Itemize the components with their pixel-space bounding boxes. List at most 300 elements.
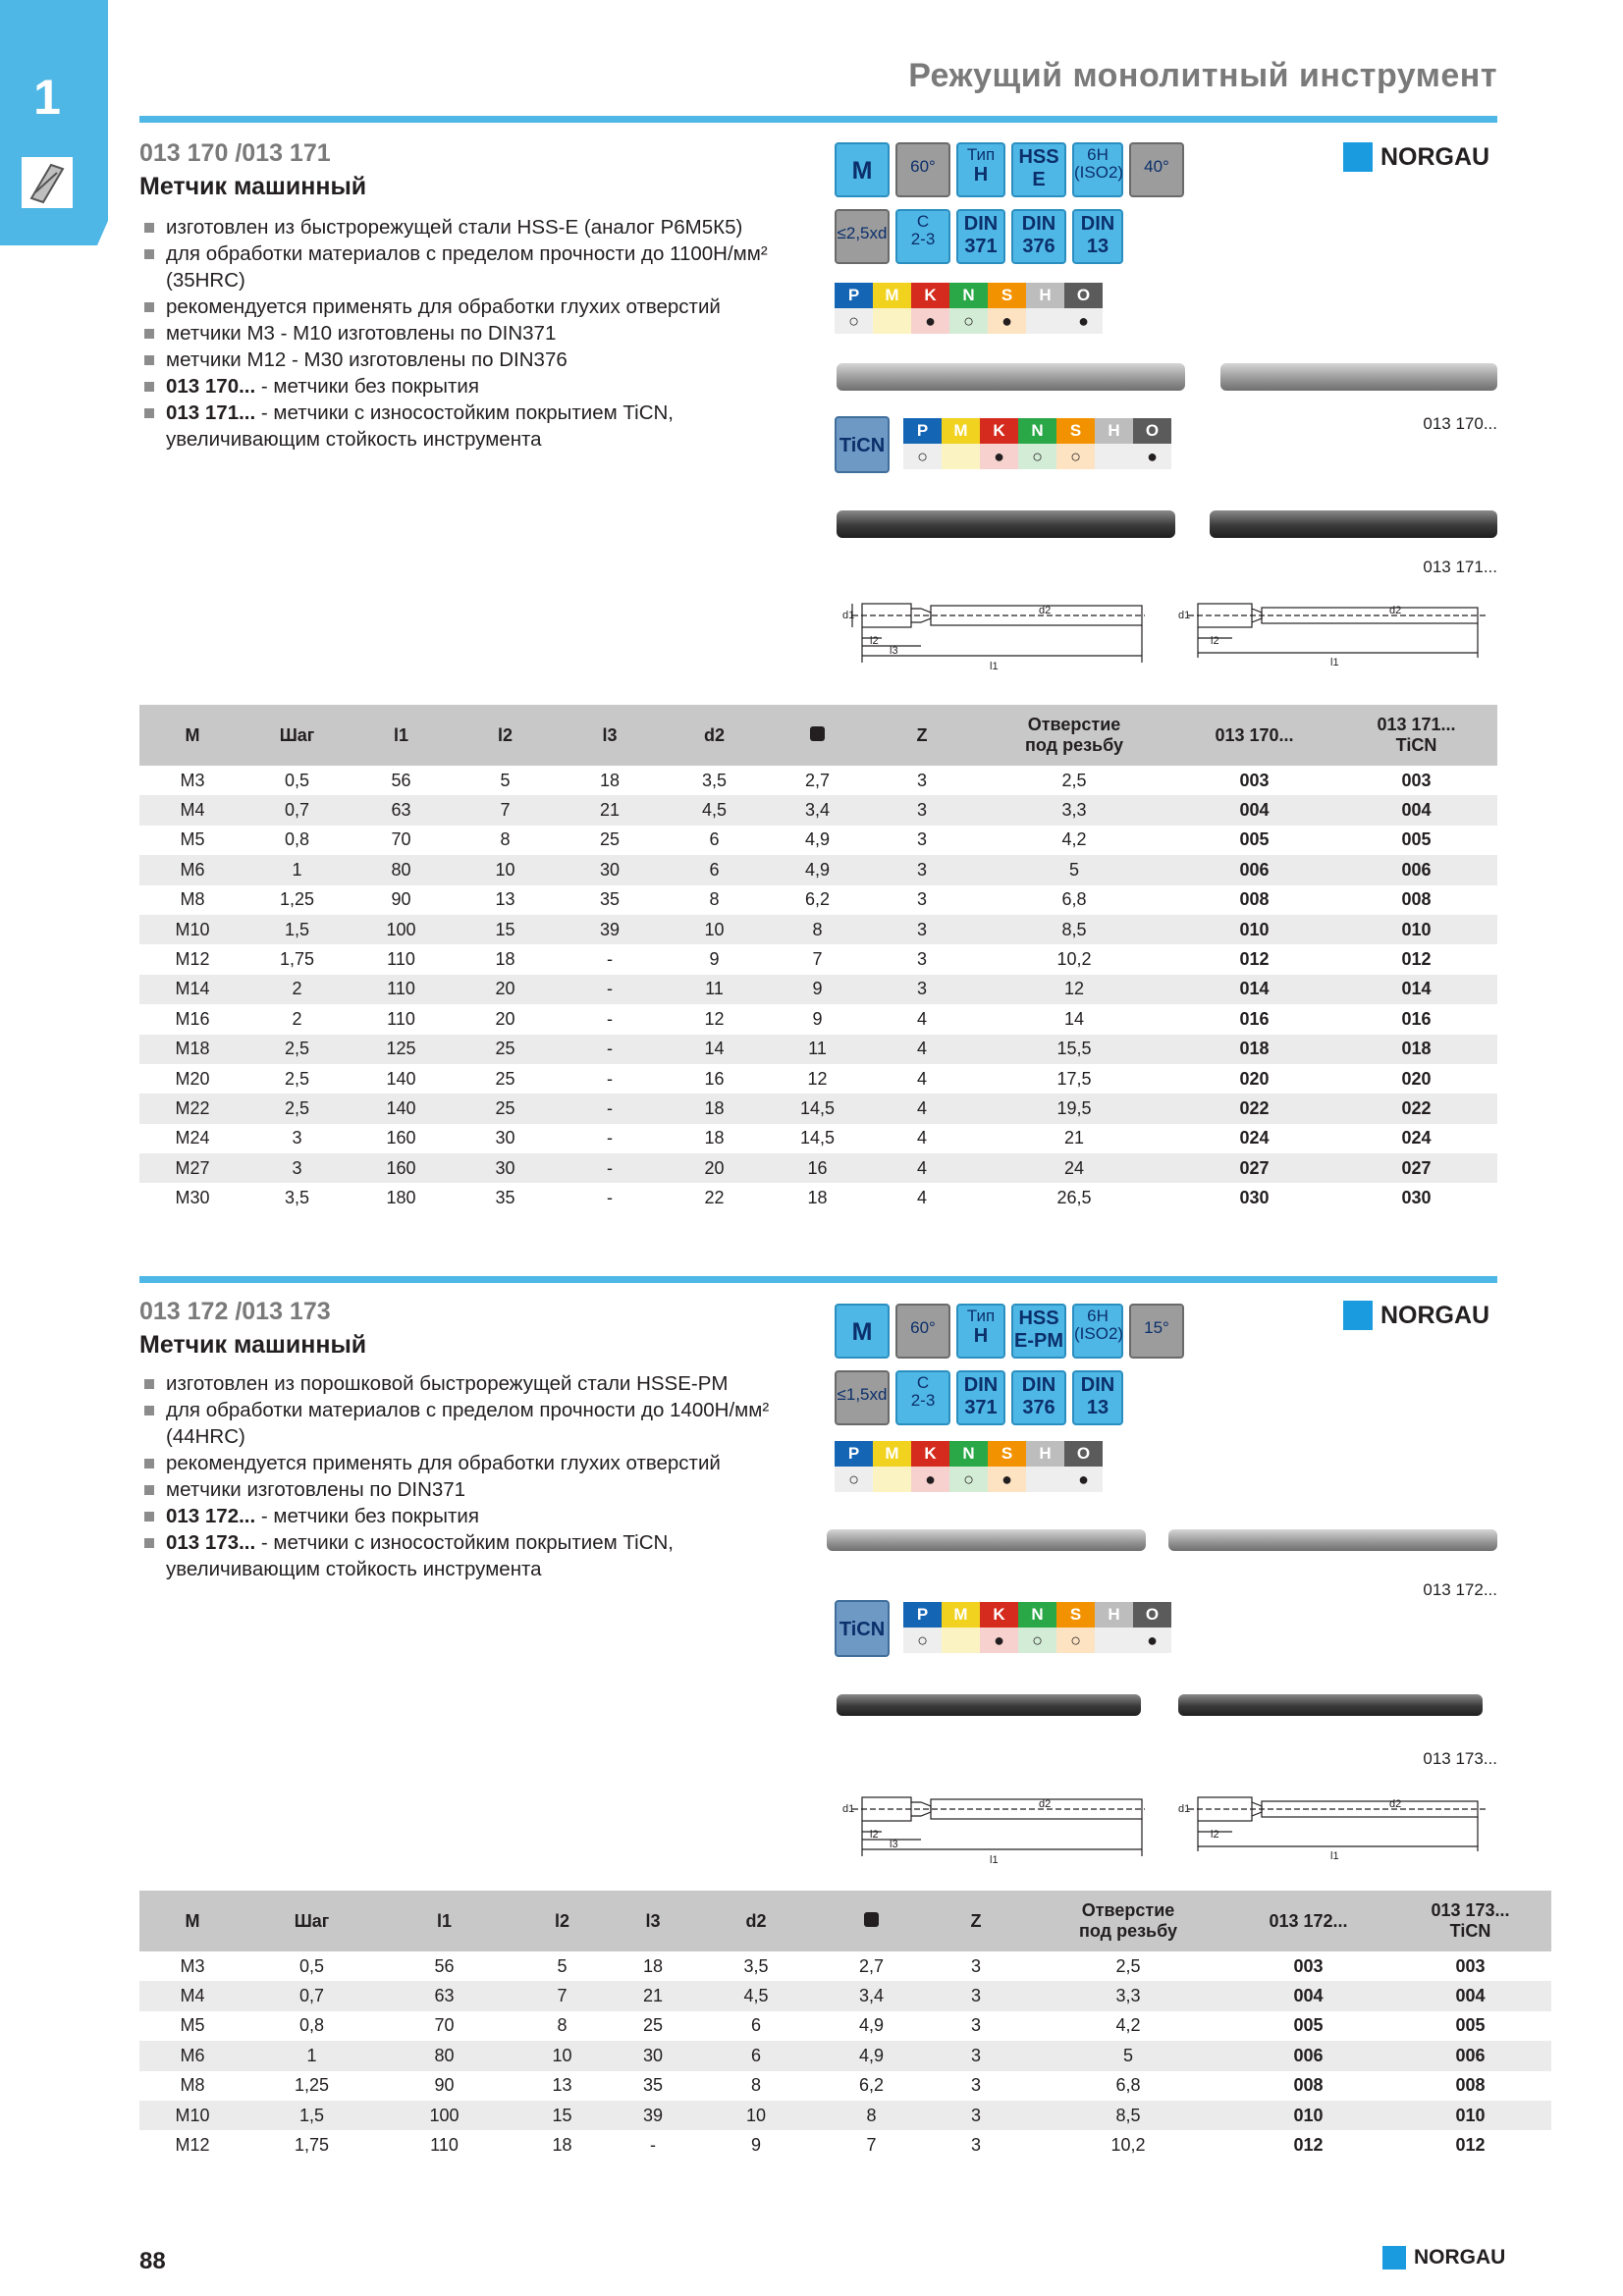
table-cell: 006 — [1389, 2041, 1551, 2070]
table-cell: 4 — [869, 1153, 975, 1183]
table-cell: 22 — [704, 1188, 725, 1208]
depth-badge — [835, 1370, 890, 1425]
feature-text: рекомендуется применять для обработки глухих отверстий — [166, 1452, 721, 1474]
table-cell: 18 — [495, 949, 515, 970]
feature-text: (35HRC) — [166, 269, 245, 292]
d1-label: d1 — [842, 610, 855, 621]
table-cell: 30 — [495, 1128, 515, 1148]
feature-list — [142, 214, 810, 453]
table-row — [139, 855, 1497, 884]
table-cell: 2,5 — [1061, 770, 1087, 790]
column-header-label: 013 173... TiCN — [1431, 1900, 1510, 1941]
feature-item — [142, 1397, 810, 1423]
table-cell: - — [557, 1153, 663, 1183]
table-cell: 9 — [766, 975, 869, 1004]
tap-type-badge — [956, 142, 1005, 197]
badge-label: DIN — [1080, 213, 1115, 235]
table-cell: 100 — [378, 2101, 511, 2130]
table-cell: 1 — [245, 855, 349, 884]
badge-label: M — [851, 1318, 873, 1346]
chamfer-badge — [895, 1370, 950, 1425]
column-header-label: l1 — [393, 724, 408, 745]
badge-label: 15° — [1144, 1318, 1169, 1337]
table-cell: 012 — [1239, 949, 1270, 970]
depth-badge — [835, 209, 890, 264]
table-cell: 15 — [454, 915, 557, 944]
table-cell: 80 — [378, 2041, 511, 2070]
feature-text: изготовлен из быстрорежущей стали HSS-E (аналог Р6М5К5) — [166, 216, 743, 239]
table-cell: 6,8 — [1061, 889, 1087, 910]
table-cell: 003 — [1239, 770, 1270, 790]
table-cell: M3 — [180, 770, 205, 790]
table-cell: 024 — [1239, 1128, 1270, 1148]
table-row — [139, 1004, 1497, 1034]
table-cell: 180 — [386, 1188, 416, 1208]
dimension-drawing — [823, 579, 1147, 682]
feature-text: (44HRC) — [166, 1425, 245, 1448]
table-cell: 4,9 — [766, 855, 869, 884]
feature-item — [142, 1476, 810, 1503]
table-cell: 5 — [500, 770, 511, 790]
material-suitability — [873, 308, 911, 334]
feature-text: метчики М12 - М30 изготовлены по DIN376 — [166, 348, 568, 371]
l1-label: l1 — [1330, 657, 1339, 668]
column-header-label: Шаг — [294, 1910, 330, 1931]
table-cell: 3 — [869, 855, 975, 884]
table-cell: 3 — [245, 1153, 349, 1183]
table-cell: 3 — [916, 889, 927, 910]
material-suitability: ● — [988, 308, 1026, 334]
table-cell: 018 — [1173, 1035, 1335, 1064]
material-suitability: ● — [911, 1467, 949, 1492]
section-divider — [139, 1276, 1497, 1283]
table-row — [139, 1981, 1551, 2010]
table-cell: 5 — [1029, 2041, 1227, 2070]
tool-label: 013 173... — [1423, 1749, 1497, 1768]
table-cell: 110 — [430, 2135, 459, 2156]
table-cell: 70 — [391, 829, 411, 850]
product-code: 013 170... — [166, 375, 256, 398]
table-cell: 25 — [495, 1068, 515, 1089]
material-group-s: S — [1056, 418, 1095, 444]
table-cell: - — [607, 1188, 613, 1208]
table-cell: M6 — [139, 2041, 245, 2070]
din-13-badge — [1072, 209, 1123, 264]
column-header-label: M — [185, 724, 200, 745]
table-cell: 3,5 — [701, 770, 728, 790]
table-cell: 6,2 — [858, 2075, 885, 2096]
thread-type-badge — [835, 142, 890, 197]
table-cell: 004 — [1335, 795, 1497, 825]
table-cell: 12 — [807, 1068, 828, 1089]
column-header-label: 013 171... TiCN — [1377, 715, 1456, 755]
table-cell: 6 — [692, 2041, 820, 2070]
table-cell: M20 — [175, 1068, 210, 1089]
material-group-o: O — [1133, 1602, 1171, 1628]
table-cell: - — [650, 2135, 656, 2156]
table-row — [139, 915, 1497, 944]
din-376-badge — [1011, 1370, 1066, 1425]
table-cell: M16 — [175, 1008, 210, 1029]
table-cell: 006 — [1335, 855, 1497, 884]
material-group-p: P — [903, 418, 942, 444]
badge-label: (ISO2) — [1074, 163, 1124, 182]
table-cell: 18 — [704, 1128, 725, 1148]
table-row — [139, 826, 1497, 855]
badge-label: 371 — [964, 1397, 998, 1418]
table-cell: M3 — [180, 1955, 205, 1976]
thread-angle-badge — [895, 1304, 950, 1359]
column-header — [378, 1891, 511, 1951]
column-header — [1335, 705, 1497, 766]
table-cell: 2,5 — [284, 1068, 310, 1089]
table-cell: 1 — [245, 2041, 378, 2070]
table-cell: 4,2 — [1115, 2015, 1141, 2036]
table-cell: 20 — [495, 1008, 515, 1029]
feature-text: изготовлен из порошковой быстрорежущей стали HSSE-PM — [166, 1372, 729, 1395]
column-header — [557, 705, 663, 766]
spec-table — [139, 705, 1497, 1213]
table-cell: M8 — [180, 2075, 205, 2096]
table-cell: 35 — [642, 2075, 664, 2096]
table-cell: 20 — [663, 1153, 766, 1183]
feature-text: - метчики без покрытия — [255, 375, 479, 398]
table-cell: 1,5 — [245, 2101, 378, 2130]
material-grade-badge — [1011, 142, 1066, 197]
column-header — [1029, 1891, 1227, 1951]
material-suitability: ○ — [835, 308, 873, 334]
table-cell: 4,5 — [692, 1981, 820, 2010]
table-cell: 008 — [1455, 2075, 1486, 2096]
column-header-label: 013 172... — [1269, 1910, 1348, 1931]
tap-type-badge — [956, 1304, 1005, 1359]
table-cell: 11 — [663, 975, 766, 1004]
column-header — [975, 705, 1173, 766]
table-cell: 140 — [349, 1094, 454, 1123]
table-row — [139, 2011, 1551, 2041]
table-cell: M5 — [180, 2015, 205, 2036]
table-cell: 26,5 — [1056, 1188, 1092, 1208]
table-cell: 7 — [511, 1981, 614, 2010]
column-header-label: d2 — [703, 724, 725, 745]
material-group-n: N — [949, 283, 988, 308]
table-cell: - — [557, 975, 663, 1004]
badge-label: 60° — [910, 157, 936, 176]
table-cell: 2 — [292, 1008, 302, 1029]
l2-label: l2 — [870, 1829, 879, 1841]
feature-item — [142, 1503, 810, 1529]
material-suitability — [942, 444, 980, 469]
table-cell: 13 — [552, 2075, 572, 2096]
table-cell: M18 — [139, 1035, 245, 1064]
table-cell: M10 — [139, 2101, 245, 2130]
table-cell: 25 — [642, 2015, 664, 2036]
d1-label: d1 — [842, 1803, 855, 1815]
table-cell: 3 — [916, 829, 927, 850]
dimension-drawing — [1173, 579, 1497, 682]
table-cell: 0,8 — [298, 2015, 325, 2036]
table-cell: 160 — [386, 1128, 416, 1148]
badge-label: Тип — [966, 145, 996, 164]
table-cell: 003 — [1401, 770, 1432, 790]
badge-label: C — [916, 212, 930, 231]
table-cell: 18 — [663, 1094, 766, 1123]
material-group-k: K — [980, 1602, 1018, 1628]
table-cell: 022 — [1173, 1094, 1335, 1123]
l3-label: l3 — [890, 645, 898, 657]
table-cell: 10 — [663, 915, 766, 944]
material-group-p: P — [835, 1441, 873, 1467]
material-group-n: N — [1018, 418, 1056, 444]
table-cell: 004 — [1389, 1981, 1551, 2010]
feature-text: для обработки материалов с пределом прочности до 1100Н/мм² — [166, 242, 768, 265]
table-cell: M30 — [175, 1188, 210, 1208]
header-divider — [139, 116, 1497, 123]
table-cell: 1,75 — [279, 949, 315, 970]
table-cell: - — [607, 1068, 613, 1089]
table-row — [139, 1951, 1551, 1981]
din-376-badge — [1011, 209, 1066, 264]
material-group-m: M — [942, 418, 980, 444]
table-header-row — [139, 705, 1497, 766]
table-cell: 30 — [614, 2041, 692, 2070]
table-cell: 12 — [704, 1008, 725, 1029]
material-grade-badge — [1011, 1304, 1066, 1359]
table-cell: 3 — [869, 795, 975, 825]
badge-label: (ISO2) — [1074, 1324, 1124, 1343]
column-header — [245, 705, 349, 766]
material-group-s: S — [1056, 1602, 1095, 1628]
table-cell: 0,7 — [245, 1981, 378, 2010]
table-cell: 4 — [916, 1128, 927, 1148]
table-cell: 3 — [923, 2101, 1029, 2130]
material-group-k: K — [980, 418, 1018, 444]
l1-label: l1 — [1330, 1850, 1339, 1862]
dimension-drawing — [823, 1773, 1147, 1876]
table-cell: 160 — [349, 1153, 454, 1183]
material-suitability-row — [835, 1467, 1103, 1492]
table-cell: 8 — [766, 915, 869, 944]
feature-item — [142, 1450, 810, 1476]
material-suitability: ○ — [835, 1467, 873, 1492]
table-row — [139, 1094, 1497, 1123]
table-cell: M12 — [175, 2135, 210, 2156]
table-cell: 3 — [970, 2075, 981, 2096]
tolerance-badge — [1072, 1304, 1123, 1359]
badge-label: 2-3 — [910, 230, 936, 248]
material-suitability — [1026, 308, 1064, 334]
material-suitability: ○ — [1018, 444, 1056, 469]
table-cell: 6 — [709, 829, 720, 850]
table-cell: 18 — [552, 2135, 572, 2156]
material-group-m: M — [942, 1602, 980, 1628]
badge-label: 40° — [1144, 157, 1169, 176]
table-cell: 7 — [812, 949, 823, 970]
table-cell: 16 — [704, 1068, 725, 1089]
table-cell: 1,25 — [294, 2075, 330, 2096]
table-cell: 8 — [750, 2075, 761, 2096]
table-cell: - — [557, 1094, 663, 1123]
table-cell: 10 — [511, 2041, 614, 2070]
table-cell: 012 — [1401, 949, 1432, 970]
brand-square-icon — [1382, 2246, 1406, 2269]
table-cell: 7 — [866, 2135, 877, 2156]
thread-angle-badge — [895, 142, 950, 197]
table-cell: 63 — [349, 795, 454, 825]
table-cell: 30 — [454, 1153, 557, 1183]
table-cell: 8 — [820, 2101, 923, 2130]
table-cell: 3,4 — [766, 795, 869, 825]
material-suitability: ● — [1133, 444, 1171, 469]
feature-item — [142, 400, 810, 426]
page-number: 88 — [139, 2248, 166, 2274]
table-cell: 0,5 — [284, 770, 310, 790]
material-suitability — [873, 1467, 911, 1492]
material-group-n: N — [1018, 1602, 1056, 1628]
table-cell: 012 — [1293, 2135, 1324, 2156]
table-cell: 8,5 — [975, 915, 1173, 944]
tool-label: 013 172... — [1423, 1580, 1497, 1599]
table-cell: 5 — [557, 1955, 568, 1976]
feature-text: - метчики с износостойким покрытием TiCN, — [255, 401, 674, 424]
table-cell: 3,4 — [820, 1981, 923, 2010]
material-header-row — [903, 1602, 1171, 1628]
helix-angle-badge — [1129, 1304, 1184, 1359]
material-group-h: H — [1095, 418, 1133, 444]
tool-image — [837, 363, 1185, 391]
feature-item — [142, 1529, 810, 1556]
table-cell: 30 — [557, 855, 663, 884]
table-cell: 030 — [1401, 1188, 1432, 1208]
table-cell: 110 — [387, 1008, 415, 1029]
section-code: 013 172 /013 173 — [139, 1298, 331, 1325]
din-13-badge — [1072, 1370, 1123, 1425]
badge-label: H — [973, 164, 989, 186]
table-cell: 8,5 — [1029, 2101, 1227, 2130]
table-row — [139, 2101, 1551, 2130]
badge-label: ≤2,5xd — [837, 224, 888, 242]
feature-item — [142, 294, 810, 320]
feature-text: - метчики без покрытия — [255, 1505, 479, 1527]
material-group-n: N — [949, 1441, 988, 1467]
table-cell: 003 — [1293, 1955, 1324, 1976]
table-cell: 2,5 — [245, 1035, 349, 1064]
material-suitability-row — [835, 308, 1103, 334]
table-row — [139, 2130, 1551, 2160]
column-header — [349, 705, 454, 766]
badge-label: DIN — [1021, 213, 1056, 235]
table-cell: 8 — [500, 829, 511, 850]
material-group-h: H — [1026, 283, 1064, 308]
table-cell: 027 — [1173, 1153, 1335, 1183]
material-group-k: K — [911, 283, 949, 308]
badge-label: HSS — [1018, 1308, 1059, 1329]
table-cell: 2,5 — [1115, 1955, 1141, 1976]
table-cell: 4 — [916, 1068, 927, 1089]
table-cell: 0,5 — [298, 1955, 325, 1976]
table-row — [139, 2041, 1551, 2070]
product-code: 013 173... — [166, 1531, 256, 1554]
material-group-h: H — [1095, 1602, 1133, 1628]
table-cell: - — [557, 1035, 663, 1064]
badge-label: 13 — [1086, 236, 1109, 257]
material-group-m: M — [873, 1441, 911, 1467]
feature-item — [142, 347, 810, 373]
table-cell: 18 — [807, 1188, 828, 1208]
table-cell: 014 — [1335, 975, 1497, 1004]
helix-angle-badge — [1129, 142, 1184, 197]
badge-label: 13 — [1086, 1397, 1109, 1418]
d2-label: d2 — [1039, 1798, 1052, 1810]
table-cell: 4,9 — [820, 2041, 923, 2070]
spec-icons — [835, 1304, 1208, 1431]
table-cell: 005 — [1293, 2015, 1324, 2036]
table-cell: 14 — [663, 1035, 766, 1064]
table-row — [139, 1064, 1497, 1094]
table-cell: 3 — [869, 915, 975, 944]
table-cell: 2,7 — [858, 1955, 885, 1976]
column-header — [1389, 1891, 1551, 1951]
badge-label: 376 — [1022, 1397, 1055, 1418]
table-cell: 030 — [1239, 1188, 1270, 1208]
tool-image-coated — [1178, 1694, 1483, 1716]
table-cell: 16 — [766, 1153, 869, 1183]
material-group-m: M — [873, 283, 911, 308]
material-header-row — [835, 283, 1103, 308]
material-suitability: ● — [980, 444, 1018, 469]
table-cell: 70 — [434, 2015, 455, 2036]
table-cell: 006 — [1227, 2041, 1389, 2070]
table-cell: 027 — [1335, 1153, 1497, 1183]
d2-label: d2 — [1389, 605, 1402, 616]
column-header-label: l1 — [436, 1910, 452, 1931]
table-cell: 8 — [709, 889, 720, 910]
material-suitability: ● — [988, 1467, 1026, 1492]
table-cell: 2,5 — [245, 1094, 349, 1123]
table-row — [139, 1153, 1497, 1183]
table-cell: M12 — [175, 949, 210, 970]
table-cell: 11 — [766, 1035, 869, 1064]
column-header-label: 013 170... — [1215, 724, 1294, 745]
column-header-label: l3 — [602, 724, 618, 745]
table-cell: 1,75 — [294, 2135, 330, 2156]
material-suitability: ● — [1133, 1628, 1171, 1653]
table-row — [139, 2071, 1551, 2101]
chamfer-badge — [895, 209, 950, 264]
table-cell: 010 — [1389, 2101, 1551, 2130]
table-cell: 19,5 — [975, 1094, 1173, 1123]
column-header — [923, 1891, 1029, 1951]
table-cell: 18 — [642, 1955, 664, 1976]
material-group-k: K — [911, 1441, 949, 1467]
table-row — [139, 1124, 1497, 1153]
column-header — [139, 705, 245, 766]
material-group-s: S — [988, 1441, 1026, 1467]
feature-text: увеличивающим стойкость инструмента — [166, 428, 542, 451]
table-cell: 006 — [1173, 855, 1335, 884]
material-table-coated — [903, 1602, 1171, 1653]
table-cell: 3 — [916, 770, 927, 790]
table-cell: 35 — [495, 1188, 515, 1208]
tool-image — [1220, 363, 1497, 391]
din-371-badge — [956, 1370, 1005, 1425]
material-group-o: O — [1064, 283, 1103, 308]
badge-label: 376 — [1022, 236, 1055, 257]
table-cell: 7 — [454, 795, 557, 825]
table-cell: - — [607, 1128, 613, 1148]
material-suitability: ● — [1064, 308, 1103, 334]
column-header-label: Z — [970, 1910, 982, 1931]
